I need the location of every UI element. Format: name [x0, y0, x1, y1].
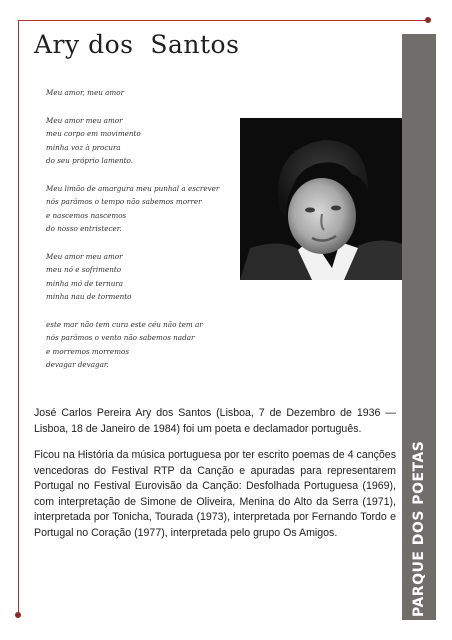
poem-line: minha voz à procura [46, 142, 121, 152]
poem-line: meu nó e sofrimento [46, 265, 122, 274]
poem-line: minha nau de tormento [46, 292, 132, 301]
poem-line: Meu limão de amargura meu punhal a escrever [46, 183, 220, 193]
corner-dot-bottom-left [15, 612, 21, 618]
poem-line: minha mó de ternura [46, 278, 124, 288]
poem-stanza [46, 182, 246, 236]
poem-line: nós parámos o tempo não sabemos morrer [46, 197, 202, 206]
poem [46, 86, 246, 386]
poem-stanza [46, 114, 246, 168]
biography [34, 406, 396, 552]
bio-paragraph-1: José Carlos Pereira Ary dos Santos (Lisboa, 7 de Dezembro de 1936 — Lisboa, 18 de Janeiro de 1984) foi um poeta e declamador português. [34, 407, 396, 435]
frame-top-line [18, 20, 428, 21]
poem-stanza [46, 250, 246, 304]
bio-paragraph-2: Ficou na História da música portuguesa por ter escrito poemas de 4 canções vencedoras do Festival RTP da Canção e apuradas para representarem Portugal no Festival Eurovisão da Canção: Desfolhada Portuguesa (1969), com interpretação de Simone de Oliveira, Menina do Alto da Serra (1971), interpretada por Tonicha, Tourada (1973), interpretada por Fernando Tordo e Portugal no Coração (1977), interpretada pelo grupo Os Amigos. [34, 449, 396, 539]
poem-line: Meu amor meu amor [46, 115, 123, 125]
poem-line: nós parámos o vento não sabemos nadar [46, 333, 195, 342]
poem-stanza [46, 86, 246, 100]
poem-line: e morremos morremos [46, 346, 130, 356]
page-title: Ary dos Santos [34, 30, 240, 59]
frame-left-line [18, 20, 19, 616]
poem-line: este mar não tem cura este céu não tem ar [46, 319, 203, 329]
poem-line: do seu próprio lamento. [46, 156, 134, 165]
sidebar-label: PARQUE DOS POETAS [411, 440, 427, 617]
poem-stanza [46, 318, 246, 372]
poem-line: Meu amor, meu amor [46, 88, 125, 97]
poem-line: devagar devagar. [46, 360, 109, 369]
portrait-illustration [240, 118, 402, 280]
corner-dot-top-right [425, 17, 431, 23]
poem-line: do nosso entristecer. [46, 224, 122, 233]
poem-line: Meu amor meu amor [46, 251, 123, 261]
poet-portrait [240, 118, 402, 280]
poem-line: e nascemos nascemos [46, 210, 127, 220]
poem-line: meu corpo em movimento [46, 129, 141, 138]
